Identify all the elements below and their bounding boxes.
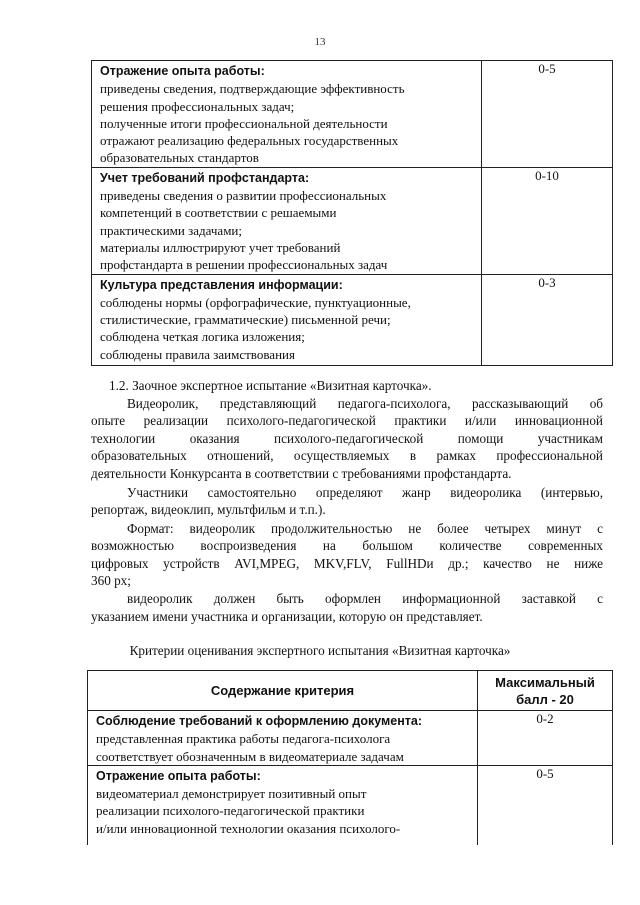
criterion-line: решения профессиональных задач; — [100, 98, 295, 114]
paragraph-line: возможностью воспроизведения на большом количестве современных — [91, 538, 603, 553]
criterion-heading: Отражение опыта работы: — [100, 64, 265, 78]
criterion-heading: Отражение опыта работы: — [96, 768, 261, 783]
criterion-line: образовательных стандартов — [100, 150, 259, 166]
paragraph-line: образовательных отношений, осуществляемых в рамках профессиональной — [91, 448, 603, 463]
table-row — [92, 167, 613, 274]
table-row — [88, 765, 613, 845]
section-title: 1.2. Заочное экспертное испытание «Визитная карточка». — [109, 378, 432, 393]
criterion-cell — [92, 168, 481, 274]
criterion-line: представленная практика работы педагога-психолога — [96, 731, 391, 747]
criterion-line: профстандарта в решении профессиональных задач — [100, 257, 388, 273]
criterion-heading: Учет требований профстандарта: — [100, 170, 310, 185]
criterion-line: соблюдены правила заимствования — [100, 346, 295, 362]
paragraph-line: 360 рх; — [91, 573, 131, 588]
criterion-line: соответствует обозначенным в видеоматериале задачам — [96, 748, 404, 764]
criterion-line: реализации психолого-педагогической практики — [96, 803, 365, 819]
criterion-line: соблюдены нормы (орфографические, пунктуационные, — [100, 294, 411, 310]
criterion-line: видеоматериал демонстрирует позитивный опыт — [96, 786, 367, 802]
paragraph-line: Видеоролик, представляющий педагога-психолога, рассказывающий об — [127, 396, 603, 411]
paragraph-line: Формат: видеоролик продолжительностью не более четырех минут с — [127, 521, 603, 536]
criterion-line: соблюдена четкая логика изложения; — [100, 329, 305, 345]
max-score-value: балл - 20 — [516, 691, 574, 707]
score-cell: 0-10 — [482, 167, 613, 274]
criterion-line: приведены сведения, подтверждающие эффективность — [100, 81, 405, 97]
score-cell: 0-5 — [482, 61, 613, 168]
score-cell: 0-3 — [482, 274, 613, 365]
paragraph-line: деятельности Конкурсанта в соответствии с требованиями профстандарта. — [91, 466, 512, 481]
paragraph-line: видеоролик должен быть оформлен информационной заставкой с — [127, 591, 603, 606]
score-cell: 0-5 — [478, 765, 613, 845]
paragraph-line: репортаж, видеоклип, мультфильм и т.п.). — [91, 502, 326, 517]
criteria-table-2 — [87, 670, 613, 845]
column-header-max-score — [478, 671, 613, 711]
criterion-line: полученные итоги профессиональной деятельности — [100, 115, 388, 131]
criterion-cell — [88, 766, 477, 837]
criterion-line: стилистические, грамматические) письменной речи; — [100, 312, 391, 328]
column-header-content: Содержание критерия — [88, 671, 478, 711]
criterion-line: приведены сведения о развитии профессиональных — [100, 188, 387, 204]
criterion-cell — [88, 711, 477, 765]
table-row — [92, 274, 613, 365]
page-number: 13 — [314, 36, 326, 48]
table-row — [92, 61, 613, 168]
criterion-line: компетенций в соответствии с решаемыми — [100, 205, 337, 221]
criterion-line: практическими задачами; — [100, 222, 242, 238]
criterion-line: материалы иллюстрируют учет требований — [100, 239, 341, 255]
criterion-cell — [92, 61, 481, 167]
score-cell: 0-2 — [478, 711, 613, 766]
criteria-table-1 — [91, 60, 613, 366]
criteria-title: Критерии оценивания экспертного испытания «Визитная карточка» — [129, 643, 511, 658]
table-row — [88, 711, 613, 766]
criterion-heading: Соблюдение требований к оформлению документа: — [96, 714, 423, 728]
paragraph-line: указанием имени участника и организации, которую он представляет. — [91, 609, 483, 624]
paragraph-line: технологии оказания психолого-педагогической помощи участникам — [91, 431, 603, 446]
paragraph-line: опыте реализации психолого-педагогической практики и/или инновационной — [91, 413, 603, 428]
paragraph-line: цифровых устройств AVI,MPEG, MKV,FLV, FullHDи др.; качество не ниже — [91, 556, 603, 571]
criterion-heading: Культура представления информации: — [100, 277, 343, 292]
criterion-line: отражают реализацию федеральных государственных — [100, 133, 399, 149]
paragraph-line: Участники самостоятельно определяют жанр видеоролика (интервью, — [127, 485, 603, 500]
criterion-cell — [92, 275, 481, 363]
criterion-line: и/или инновационной технологии оказания психолого- — [96, 820, 401, 836]
table-header-row — [88, 671, 613, 711]
max-score-label: Максимальный — [495, 674, 595, 690]
